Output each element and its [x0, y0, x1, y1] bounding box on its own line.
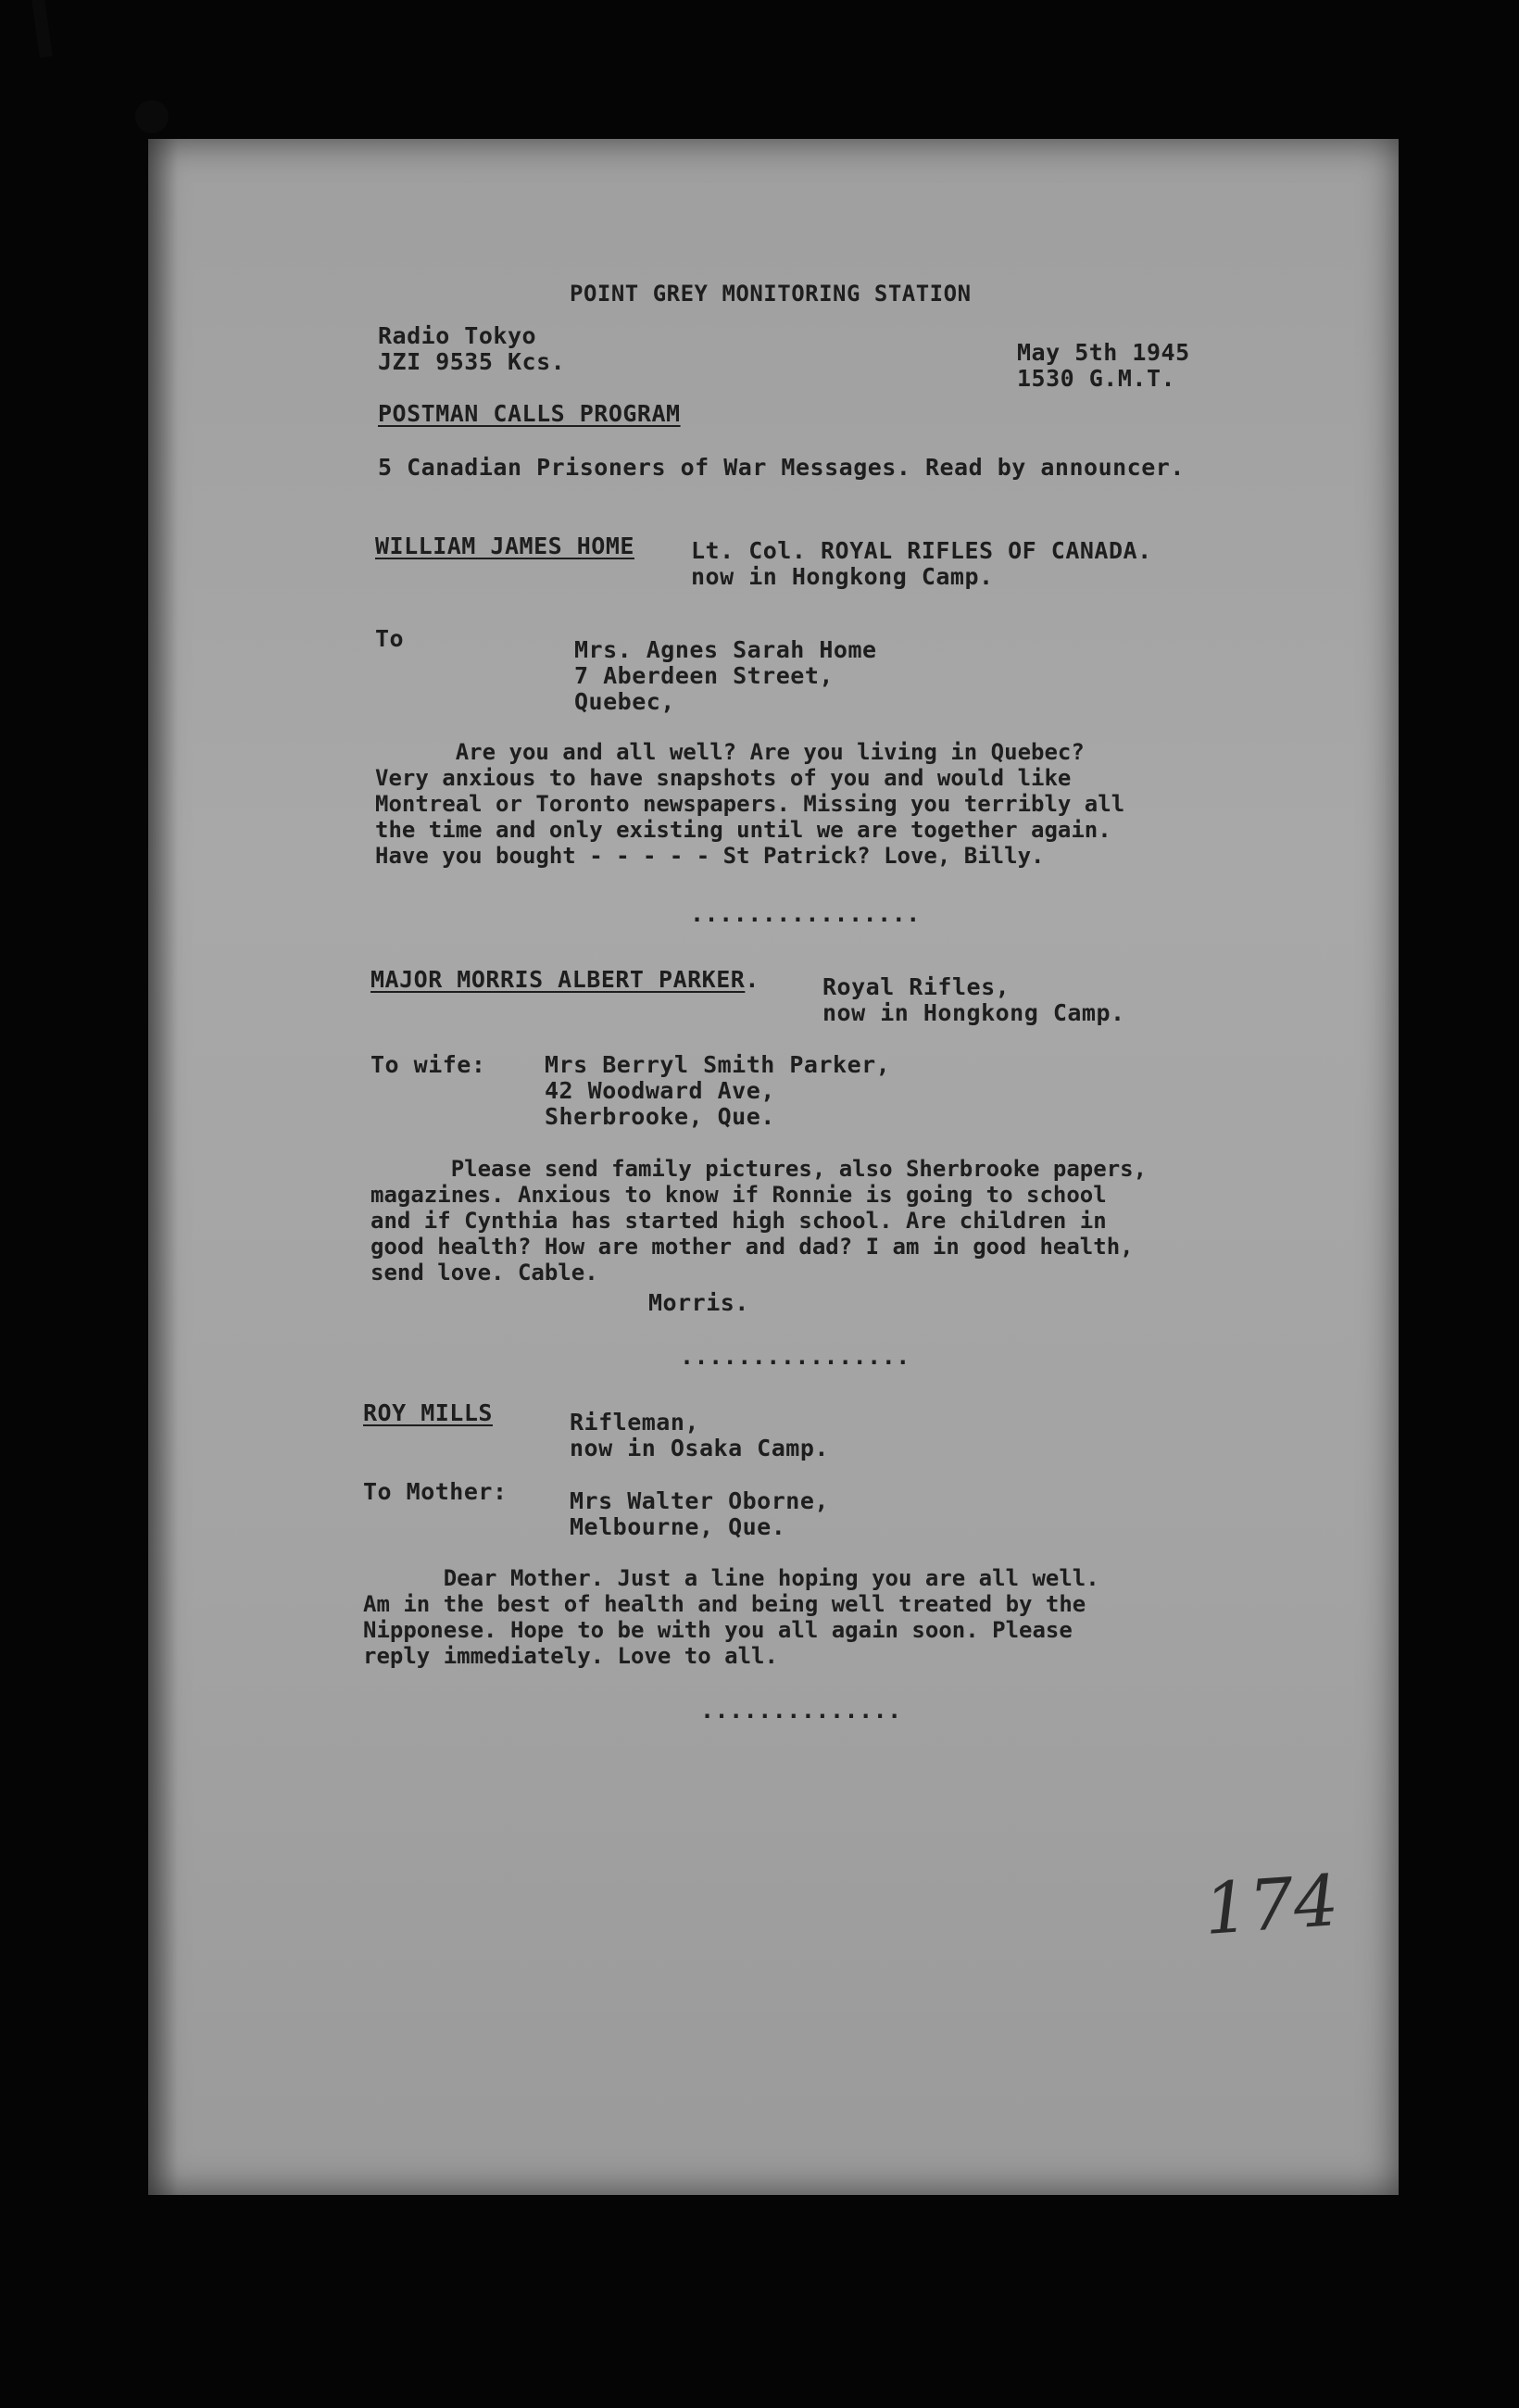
sender-name: ROY MILLS — [363, 1399, 493, 1426]
message-body-line: magazines. Anxious to know if Ronnie is going to school — [370, 1182, 1107, 1208]
message-body-line: Are you and all well? Are you living in Quebec? — [375, 739, 1085, 765]
document-page — [148, 139, 1399, 2195]
separator: ................ — [690, 900, 921, 927]
recipient-line: 7 Aberdeen Street, — [574, 662, 834, 689]
source-line-1: Radio Tokyo — [378, 322, 537, 349]
message-body-line: Am in the best of health and being well treated by the — [363, 1591, 1086, 1617]
recipient-line: Mrs. Agnes Sarah Home — [574, 636, 877, 663]
message-body-line: reply immediately. Love to all. — [363, 1643, 778, 1669]
signature: Morris. — [648, 1289, 749, 1316]
broadcast-time: 1530 G.M.T. — [1017, 365, 1176, 392]
separator: ................ — [680, 1343, 910, 1370]
sender-rank: Lt. Col. ROYAL RIFLES OF CANADA. — [691, 537, 1152, 564]
message-body-line: and if Cynthia has started high school. Are children in — [370, 1208, 1107, 1234]
sender-name-row — [370, 966, 760, 994]
program-title: POSTMAN CALLS PROGRAM — [378, 400, 681, 427]
to-label: To Mother: — [363, 1478, 508, 1505]
page-number-handwritten: 174 — [1201, 1859, 1341, 1950]
sender-location: now in Hongkong Camp. — [691, 563, 994, 590]
sender-location: now in Osaka Camp. — [570, 1435, 829, 1461]
message-body-line: Nipponese. Hope to be with you all again soon. Please — [363, 1617, 1073, 1643]
page-shadow — [148, 139, 178, 2195]
punch-hole — [135, 100, 169, 133]
recipient-line: Mrs Walter Oborne, — [570, 1487, 829, 1514]
source-line-2: JZI 9535 Kcs. — [378, 348, 566, 375]
message-body-line: good health? How are mother and dad? I am in good health, — [370, 1234, 1134, 1260]
sender-location: now in Hongkong Camp. — [822, 999, 1125, 1026]
broadcast-date: May 5th 1945 — [1017, 339, 1190, 366]
sender-name: WILLIAM JAMES HOME — [375, 533, 634, 559]
corner-mark — [31, 0, 53, 58]
recipient-line: Sherbrooke, Que. — [545, 1103, 775, 1130]
summary-line: 5 Canadian Prisoners of War Messages. Read by announcer. — [378, 454, 1185, 481]
recipient-line: Mrs Berryl Smith Parker, — [545, 1051, 891, 1078]
message-body-line: Montreal or Toronto newspapers. Missing you terribly all — [375, 791, 1125, 817]
sender-suffix: . — [745, 966, 760, 993]
station-title: POINT GREY MONITORING STATION — [570, 281, 972, 307]
sender-name: MAJOR MORRIS ALBERT PARKER — [370, 966, 746, 993]
message-body-line: Dear Mother. Just a line hoping you are all well. — [363, 1565, 1099, 1591]
to-label: To — [375, 625, 405, 652]
message-body-line: Very anxious to have snapshots of you and would like — [375, 765, 1072, 791]
separator: .............. — [700, 1697, 902, 1724]
to-label: To wife: — [370, 1051, 486, 1078]
recipient-line: Quebec, — [574, 688, 675, 715]
message-body-line: Have you bought - - - - - St Patrick? Love, Billy. — [375, 843, 1045, 869]
sender-rank: Rifleman, — [570, 1409, 699, 1436]
message-body-line: the time and only existing until we are together again. — [375, 817, 1111, 843]
recipient-line: Melbourne, Que. — [570, 1513, 786, 1540]
message-body-line: send love. Cable. — [370, 1260, 598, 1286]
message-body-line: Please send family pictures, also Sherbrooke papers, — [370, 1156, 1148, 1182]
sender-rank: Royal Rifles, — [822, 973, 1011, 1000]
recipient-line: 42 Woodward Ave, — [545, 1077, 775, 1104]
